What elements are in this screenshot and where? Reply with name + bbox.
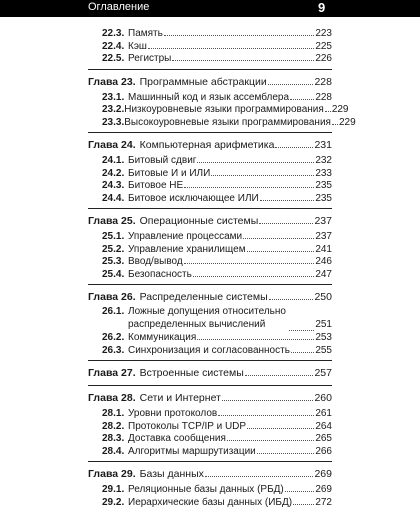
page-number: 253 (315, 332, 332, 345)
running-header (0, 0, 420, 17)
page-number: 255 (315, 345, 332, 358)
chapter-number: Глава 28. (88, 390, 136, 406)
toc-section-row (88, 154, 332, 167)
section-title: Реляционные базы данных (РБД) (128, 484, 284, 497)
toc-chapter-row (88, 69, 332, 90)
section-title: Управление хранилищем (128, 244, 246, 257)
dot-leader (243, 230, 314, 239)
section-number: 26.3. (102, 345, 128, 358)
section-number: 25.2. (102, 244, 128, 257)
page-number: 261 (315, 408, 332, 421)
toc-section-row (88, 116, 332, 129)
toc-line (88, 255, 332, 269)
toc-section-row (88, 230, 332, 243)
toc-line (88, 445, 332, 459)
toc-section-row (88, 420, 332, 433)
page-number: 250 (314, 289, 332, 305)
section-number: 28.3. (102, 433, 128, 446)
chapter-title: Компьютерная арифметика (140, 137, 275, 153)
dot-leader (148, 40, 314, 49)
section-title: Управление процессами (128, 231, 242, 244)
toc-line (88, 91, 332, 105)
toc-chapter-row (88, 385, 332, 406)
toc-line (88, 390, 332, 406)
dot-leader (268, 76, 314, 85)
page-number: 231 (314, 137, 332, 153)
toc-line (88, 331, 332, 345)
dot-leader (293, 496, 314, 505)
section-title: Кэш (128, 41, 147, 54)
toc-section-row (88, 52, 332, 65)
toc-section-row (88, 331, 332, 344)
chapter-title: Распределенные системы (140, 289, 268, 305)
section-title: Ввод/вывод (128, 256, 183, 269)
page-number: 229 (339, 117, 356, 130)
toc-chapter-row (88, 208, 332, 229)
page-number: 264 (315, 421, 332, 434)
page-number: 257 (314, 365, 332, 381)
toc-section-row (88, 167, 332, 180)
toc-line (88, 192, 332, 206)
section-number: 26.2. (102, 332, 128, 345)
toc-line (88, 74, 332, 90)
toc-line (88, 179, 332, 193)
toc-line (88, 365, 332, 381)
chapter-number: Глава 25. (88, 213, 136, 229)
section-number: 22.5. (102, 53, 128, 66)
dot-leader (197, 154, 314, 163)
page-number: 265 (315, 433, 332, 446)
toc-line (88, 466, 332, 482)
page-number: 237 (314, 213, 332, 229)
dot-leader (211, 167, 314, 176)
chapter-number: Глава 27. (88, 365, 136, 381)
toc-section-row (88, 344, 332, 357)
toc-section-row (88, 40, 332, 53)
section-number: 29.2. (102, 497, 128, 509)
page-number: 223 (315, 28, 332, 41)
dot-leader (290, 91, 314, 100)
page-number: 228 (314, 74, 332, 90)
dot-leader (247, 243, 315, 252)
toc-line (88, 167, 332, 181)
section-title: Память (128, 28, 163, 41)
dot-leader (222, 392, 314, 401)
dot-leader (275, 139, 313, 148)
toc-line (88, 27, 332, 41)
chapter-title: Встроенные системы (140, 365, 244, 381)
toc-line (88, 432, 332, 446)
toc-line (88, 289, 332, 305)
section-title: Алгоритмы маршрутизации (128, 446, 256, 459)
chapter-number: Глава 24. (88, 137, 136, 153)
page-number: 272 (315, 497, 332, 509)
dot-leader (205, 468, 314, 477)
toc-line (88, 243, 332, 257)
toc-line (88, 306, 332, 331)
section-number: 25.3. (102, 256, 128, 269)
page-number: 229 (332, 104, 349, 117)
dot-leader (291, 344, 314, 353)
section-number: 23.3. (102, 117, 124, 130)
toc-section-row (88, 496, 332, 509)
toc-chapter-row (88, 132, 332, 153)
page-number: 266 (315, 446, 332, 459)
page-number: 232 (315, 155, 332, 168)
dot-leader (260, 192, 315, 201)
section-number: 22.4. (102, 41, 128, 54)
dot-leader (193, 268, 315, 277)
section-title: Иерархические базы данных (ИБД) (128, 497, 292, 509)
page-number: 241 (315, 244, 332, 257)
section-number: 25.4. (102, 269, 128, 282)
section-number: 28.1. (102, 408, 128, 421)
section-number: 24.1. (102, 155, 128, 168)
toc-line (88, 483, 332, 497)
page-number: 228 (315, 92, 332, 105)
dot-leader (245, 367, 314, 376)
section-title: Доставка сообщения (128, 433, 226, 446)
toc-line (88, 52, 332, 66)
chapter-title: Программные абстракции (140, 74, 267, 90)
toc-section-row (88, 192, 332, 205)
dot-leader (259, 215, 313, 224)
dot-leader (269, 291, 314, 300)
header-title: Оглавление (88, 1, 149, 13)
section-title: Ложные допущения относительно распределенных вычислений (128, 306, 288, 331)
toc-line (88, 116, 332, 130)
toc-line (88, 496, 332, 509)
section-number: 25.1. (102, 231, 128, 244)
toc-section-row (88, 179, 332, 192)
page-number: 225 (315, 41, 332, 54)
section-title: Битовый сдвиг (128, 155, 196, 168)
toc-section-row (88, 27, 332, 40)
toc-chapter-row (88, 284, 332, 305)
chapter-number: Глава 29. (88, 466, 136, 482)
toc-line (88, 344, 332, 358)
chapter-title: Сети и Интернет (140, 390, 221, 406)
page-number: 269 (315, 484, 332, 497)
toc-line (88, 213, 332, 229)
page-number: 247 (315, 269, 332, 282)
toc-section-row (88, 103, 332, 116)
toc-section-row (88, 432, 332, 445)
toc-line (88, 420, 332, 434)
toc-line (88, 230, 332, 244)
dot-leader (332, 116, 338, 125)
section-title: Безопасность (128, 269, 192, 282)
section-title: Синхронизация и согласованность (128, 345, 290, 358)
dot-leader (325, 103, 331, 112)
section-title: Регистры (128, 53, 171, 66)
dot-leader (197, 331, 314, 340)
toc-section-row (88, 268, 332, 281)
section-number: 24.3. (102, 180, 128, 193)
dot-leader (227, 432, 314, 441)
section-number: 29.1. (102, 484, 128, 497)
section-number: 24.4. (102, 193, 128, 206)
toc-section-row (88, 91, 332, 104)
toc-line (88, 137, 332, 153)
section-number: 28.2. (102, 421, 128, 434)
toc-section-row (88, 306, 332, 331)
header-page-number: 9 (318, 0, 325, 15)
page-number: 260 (314, 390, 332, 406)
section-number: 24.2. (102, 168, 128, 181)
toc-section-row (88, 243, 332, 256)
toc-section-row (88, 445, 332, 458)
toc-line (88, 103, 332, 117)
section-title: Протоколы TCP/IP и UDP (128, 421, 246, 434)
dot-leader (257, 445, 315, 454)
dot-leader (184, 179, 314, 188)
chapter-title: Операционные системы (140, 213, 259, 229)
toc-section-row (88, 255, 332, 268)
chapter-number: Глава 26. (88, 289, 136, 305)
dot-leader (285, 483, 315, 492)
section-number: 22.3. (102, 28, 128, 41)
page-number: 246 (315, 256, 332, 269)
section-title: Битовое исключающее ИЛИ (128, 193, 259, 206)
dot-leader (172, 52, 314, 61)
table-of-contents (88, 27, 332, 508)
section-title: Высокоуровневые языки программирования (124, 117, 331, 130)
section-number: 26.1. (102, 306, 128, 319)
section-number: 23.2. (102, 104, 124, 117)
page-number: 237 (315, 231, 332, 244)
dot-leader (289, 322, 314, 331)
toc-line (88, 40, 332, 54)
page-number: 226 (315, 53, 332, 66)
dot-leader (247, 420, 314, 429)
section-number: 23.1. (102, 92, 128, 105)
chapter-title: Базы данных (140, 466, 204, 482)
section-title: Уровни протоколов (128, 408, 217, 421)
section-title: Коммуникация (128, 332, 196, 345)
toc-line (88, 407, 332, 421)
section-number: 28.4. (102, 446, 128, 459)
toc-section-row (88, 407, 332, 420)
page-number: 269 (314, 466, 332, 482)
section-title: Битовые И и ИЛИ (128, 168, 210, 181)
page-number: 233 (315, 168, 332, 181)
dot-leader (164, 27, 314, 36)
dot-leader (184, 255, 315, 264)
page-number: 251 (315, 319, 332, 332)
section-title: Битовое НЕ (128, 180, 183, 193)
dot-leader (218, 407, 314, 416)
toc-section-row (88, 483, 332, 496)
toc-chapter-row (88, 360, 332, 381)
section-title: Низкоуровневые языки программирования (124, 104, 324, 117)
section-title: Машинный код и язык ассемблера (128, 92, 289, 105)
toc-line (88, 154, 332, 168)
chapter-number: Глава 23. (88, 74, 136, 90)
toc-chapter-row (88, 461, 332, 482)
page-number: 235 (315, 180, 332, 193)
toc-line (88, 268, 332, 282)
page-number: 235 (315, 193, 332, 206)
